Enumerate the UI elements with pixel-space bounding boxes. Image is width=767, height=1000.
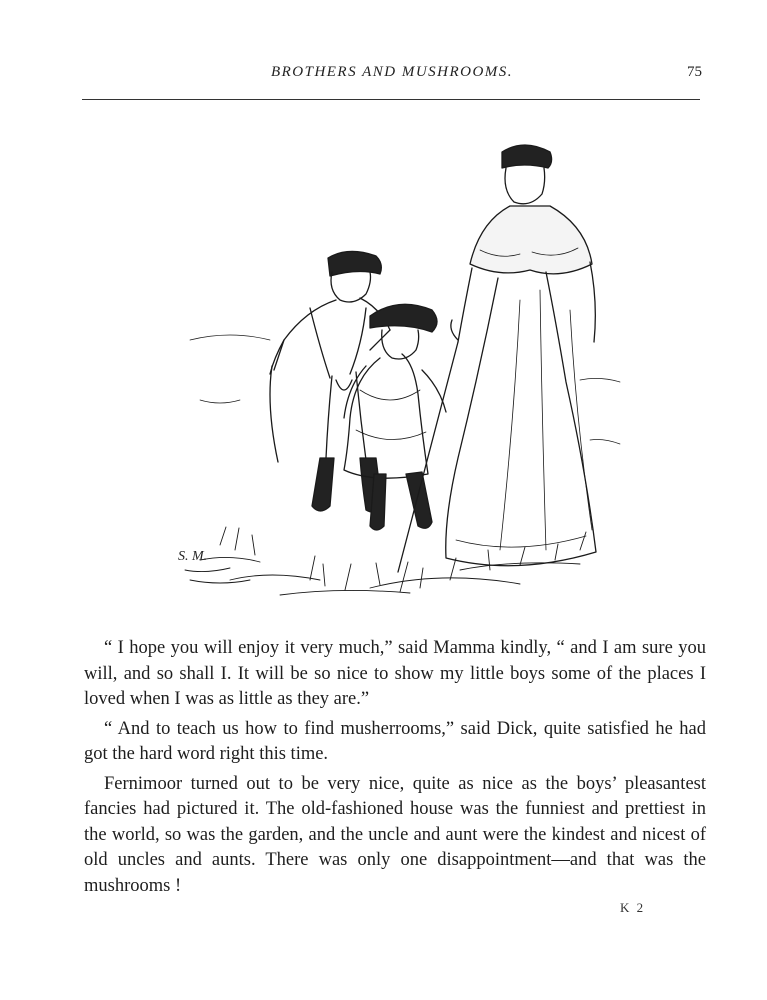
grass-strokes	[185, 527, 586, 595]
figure-child-middle	[344, 304, 446, 530]
artist-initials: S. M.	[178, 549, 208, 564]
header-rule	[82, 99, 700, 100]
page-number: 75	[687, 64, 702, 80]
paragraph: “ And to teach us how to find musherrooms,” said Dick, quite satisfied he had got the hard word right this time.	[84, 718, 706, 764]
signature-mark: K 2	[620, 900, 646, 915]
background-strokes	[190, 335, 620, 444]
page-header	[82, 64, 702, 86]
engraving-illustration	[160, 140, 630, 610]
paragraph: “ I hope you will enjoy it very much,” said Mamma kindly, “ and I am sure you will, and so shall I. It will be so nice to show my little boys some of the places I loved when I was as little as they are.”	[84, 638, 706, 709]
figure-boy-left	[270, 251, 390, 512]
paragraph: Fernimoor turned out to be very nice, quite as nice as the boys’ pleasantest fancies had pictured it. The old-fashioned house was the funniest and prettiest in the world, so was the garden, and the uncle and aunt were the kindest and nicest of old uncles and aunts. There was only one disappointment—and that was the mushrooms !	[84, 773, 706, 896]
body-text	[84, 636, 706, 899]
running-title: BROTHERS AND MUSHROOMS.	[270, 64, 514, 80]
